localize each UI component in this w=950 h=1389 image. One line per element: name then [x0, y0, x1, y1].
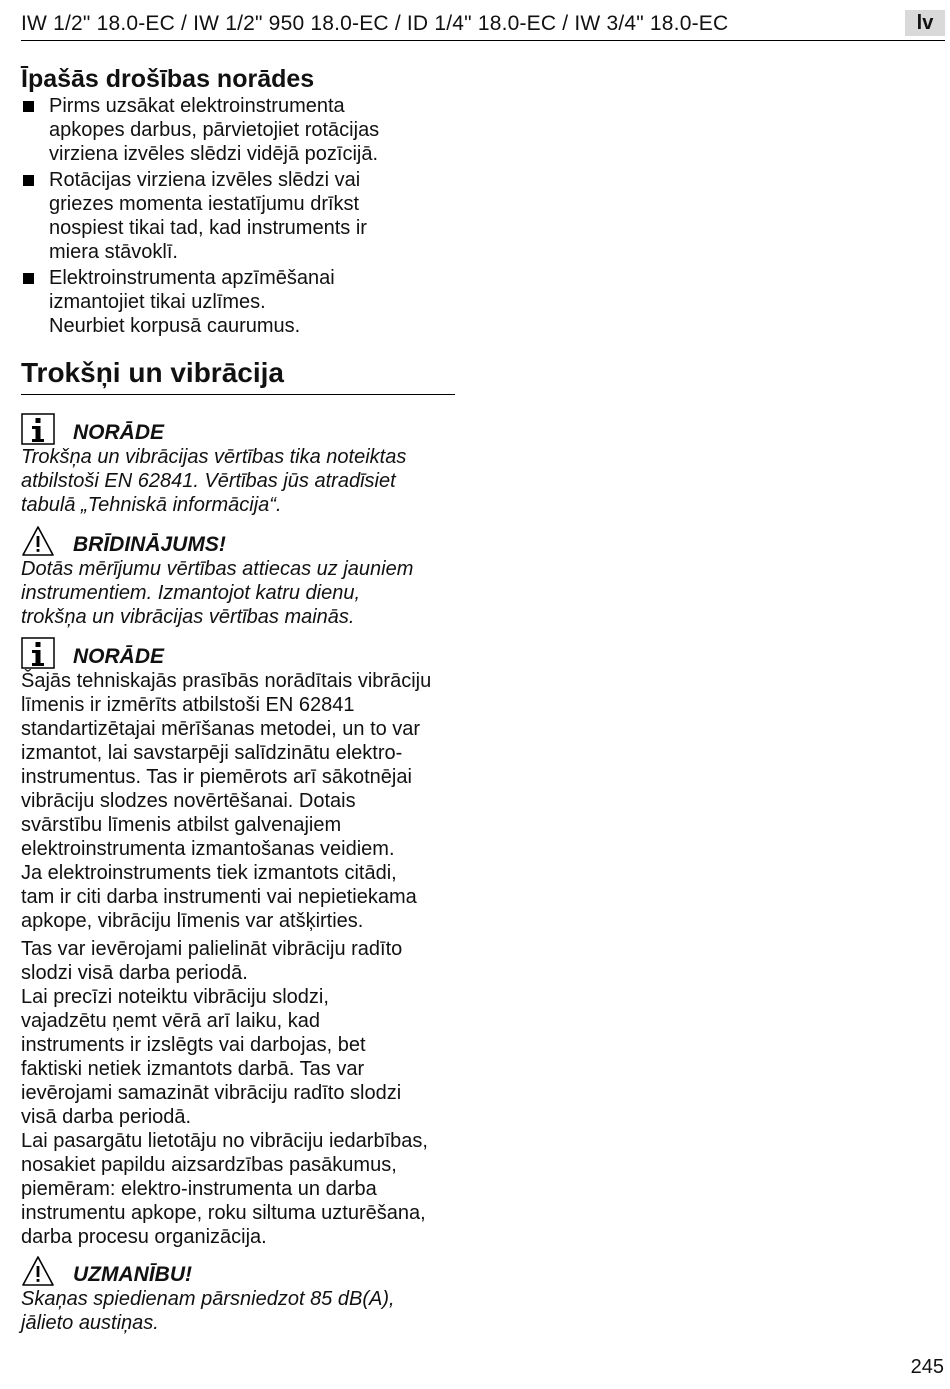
- info-icon: [21, 637, 55, 669]
- list-item: Rotācijas virziena izvēles slēdzi vai griezes momenta iestatījumu drīkst nospiest tikai tad, kad instruments ir miera stāvoklī.: [21, 168, 455, 264]
- note-text: Trokšņa un vibrācijas vērtības tika noteiktas atbilstoši EN 62841. Vērtības jūs atradīsiet tabulā „Tehniskā informācija“.: [21, 446, 407, 516]
- info-icon: [21, 413, 55, 445]
- bullet-square-icon: [23, 101, 34, 112]
- noise-section: [21, 356, 455, 1335]
- caution-text: Skaņas spiedienam pārsniedzot 85 dB(A), jālieto austiņas.: [21, 1288, 395, 1334]
- warning-icon: [21, 525, 55, 557]
- warning-box: [21, 523, 455, 629]
- page-number: 245: [910, 1356, 944, 1378]
- warning-icon: [21, 1255, 55, 1287]
- safety-heading: Īpašās drošības norādes: [21, 65, 315, 93]
- list-item: Elektroinstrumenta apzīmēšanai izmantojiet tikai uzlīmes. Neurbiet korpusā caurumus.: [21, 266, 455, 338]
- note-box-1: [21, 411, 455, 517]
- note-text: Šajās tehniskajās prasībās norādītais vibrāciju līmenis ir izmērīts atbilstoši EN 62841 standartizētajai mērīšanas metodei, un to var izmantot, lai savstarpēji salīdzinātu elektro- instrumentus. Tas ir piemērots arī sākotnējai vibrāciju slodzes novērtēšanai. Dotais svārstību līmenis atbilst galvenajiem elektroinstrumenta izmantošanas veidiem. Ja elektroinstruments tiek izmantots citādi, tam ir citi darba instrumenti vai nepietiekama apkope, vibrāciju līmenis var atšķirties.: [21, 670, 432, 932]
- warning-title: BRĪDINĀJUMS!: [73, 533, 226, 556]
- caution-title: UZMANĪBU!: [73, 1263, 192, 1286]
- warning-text: Dotās mērījumu vērtības attiecas uz jauniem instrumentiem. Izmantojot katru dienu, trokšņa un vibrācijas vērtības mainās.: [21, 558, 414, 628]
- safety-section: [21, 64, 455, 338]
- vibration-paragraph: Tas var ievērojami palielināt vibrāciju radīto slodzi visā darba periodā. Lai precīzi noteiktu vibrāciju slodzi, vajadzētu ņemt vērā arī laiku, kad instruments ir izslēgts vai darbojas, bet faktiski netiek izmantots darbā. Tas var ievērojami samazināt vibrāciju radīto slodzi visā darba periodā. Lai pasargātu lietotāju no vibrāciju iedarbības, nosakiet papildu aizsardzības pasākumus, piemēram: elektro-instrumenta un darba instrumentu apkope, roku siltuma uzturēšana, darba procesu organizācija.: [21, 938, 428, 1248]
- header-title: IW 1/2" 18.0-EC / IW 1/2" 950 18.0-EC / ID 1/4" 18.0-EC / IW 3/4" 18.0-EC: [21, 12, 729, 35]
- language-badge: lv: [905, 10, 945, 36]
- note-title: NORĀDE: [73, 421, 165, 444]
- page-header: [21, 10, 945, 41]
- list-item: Pirms uzsākat elektroinstrumenta apkopes darbus, pārvietojiet rotācijas virziena izvēles slēdzi vidējā pozīcijā.: [21, 94, 455, 166]
- noise-heading: Trokšņi un vibrācija: [21, 356, 455, 395]
- note-title: NORĀDE: [73, 645, 165, 668]
- note-box-2: [21, 635, 455, 933]
- bullet-square-icon: [23, 273, 34, 284]
- caution-box: [21, 1253, 455, 1335]
- bullet-square-icon: [23, 175, 34, 186]
- safety-bullet-list: [21, 94, 455, 338]
